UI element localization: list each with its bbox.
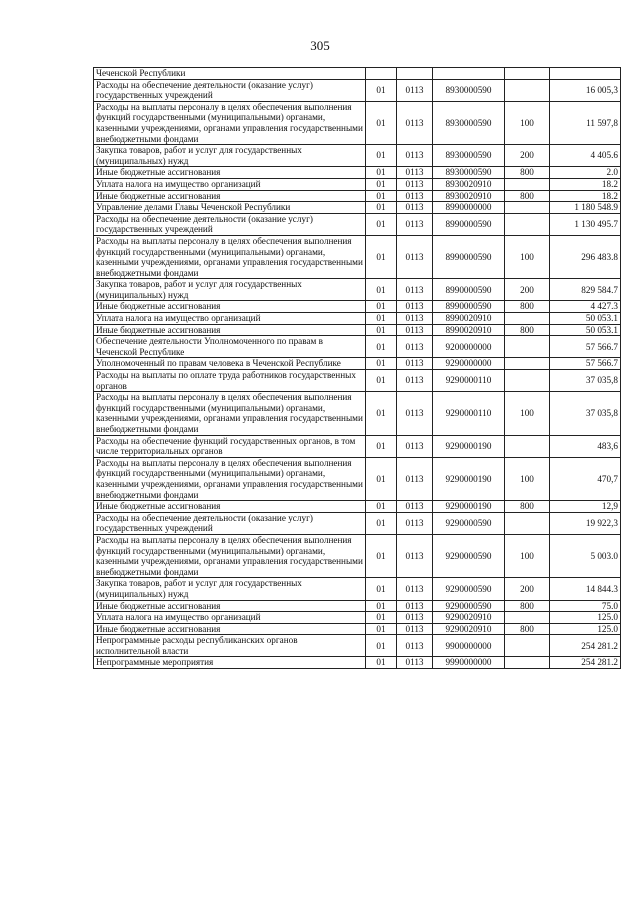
item-name-cell: Расходы на обеспечение функций государственных органов, в том числе территориальных органов [94,435,366,457]
item-name-cell: Чеченской Республики [94,68,366,80]
expense-type-cell [505,178,550,190]
expense-type-cell: 100 [505,101,550,144]
page-number: 305 [310,38,330,53]
section-code-cell: 01 [366,358,397,370]
expense-type-cell [505,68,550,80]
subsection-code-cell: 0113 [397,213,433,235]
amount-cell: 1 130 495.7 [550,213,621,235]
item-name-cell: Расходы на выплаты персоналу в целях обеспечения выполнения функций государственными (муниципальными) органами, казенными учреждениями, органами управления государственными внебюджетными фондами [94,392,366,435]
subsection-code-cell: 0113 [397,512,433,534]
expense-type-cell [505,79,550,101]
amount-cell: 14 844.3 [550,578,621,600]
section-code-cell: 01 [366,578,397,600]
target-article-cell: 8990000590 [433,301,505,313]
expense-type-cell [505,435,550,457]
table-row [94,457,621,500]
expense-type-cell [505,313,550,325]
table-row [94,313,621,325]
subsection-code-cell: 0113 [397,534,433,577]
item-name-cell: Обеспечение деятельности Уполномоченного по правам в Чеченской Республике [94,336,366,358]
subsection-code-cell: 0113 [397,235,433,278]
table-row [94,435,621,457]
expense-type-cell [505,657,550,669]
amount-cell: 37 035,8 [550,392,621,435]
section-code-cell: 01 [366,612,397,624]
target-article-cell: 8990000590 [433,235,505,278]
item-name-cell: Расходы на выплаты персоналу в целях обеспечения выполнения функций государственными (муниципальными) органами, казенными учреждениями, органами управления государственными внебюджетными фондами [94,101,366,144]
target-article-cell: 9290000190 [433,457,505,500]
item-name-cell: Иные бюджетные ассигнования [94,167,366,179]
target-article-cell: 9990000000 [433,657,505,669]
target-article-cell: 9290000110 [433,370,505,392]
item-name-cell: Расходы на выплаты по оплате труда работников государственных органов [94,370,366,392]
table-row [94,657,621,669]
table-row [94,279,621,301]
subsection-code-cell: 0113 [397,313,433,325]
table-row [94,370,621,392]
target-article-cell: 9290000000 [433,358,505,370]
expense-type-cell: 100 [505,235,550,278]
subsection-code-cell: 0113 [397,324,433,336]
amount-cell: 50 053.1 [550,313,621,325]
target-article-cell: 9290000190 [433,501,505,513]
item-name-cell: Расходы на выплаты персоналу в целях обеспечения выполнения функций государственными (муниципальными) органами, казенными учреждениями, органами управления государственными внебюджетными фондами [94,457,366,500]
subsection-code-cell: 0113 [397,623,433,635]
item-name-cell: Уплата налога на имущество организаций [94,612,366,624]
section-code-cell: 01 [366,178,397,190]
target-article-cell: 9290020910 [433,612,505,624]
expense-type-cell: 100 [505,392,550,435]
subsection-code-cell: 0113 [397,336,433,358]
amount-cell: 2.0 [550,167,621,179]
expense-type-cell: 200 [505,145,550,167]
section-code-cell: 01 [366,370,397,392]
subsection-code-cell: 0113 [397,167,433,179]
table-row [94,534,621,577]
subsection-code-cell: 0113 [397,501,433,513]
table-row [94,392,621,435]
expense-type-cell [505,635,550,657]
table-row [94,213,621,235]
budget-table-body [94,68,621,669]
target-article-cell: 8990020910 [433,324,505,336]
item-name-cell: Расходы на выплаты персоналу в целях обеспечения выполнения функций государственными (муниципальными) органами, казенными учреждениями, органами управления государственными внебюджетными фондами [94,235,366,278]
target-article-cell: 9290000590 [433,512,505,534]
expense-type-cell: 800 [505,324,550,336]
section-code-cell: 01 [366,635,397,657]
target-article-cell: 9200000000 [433,336,505,358]
expense-type-cell [505,336,550,358]
section-code-cell: 01 [366,512,397,534]
target-article-cell: 9900000000 [433,635,505,657]
item-name-cell: Иные бюджетные ассигнования [94,600,366,612]
table-row [94,578,621,600]
item-name-cell: Уполномоченный по правам человека в Чеченской Республике [94,358,366,370]
amount-cell [550,68,621,80]
amount-cell: 12,9 [550,501,621,513]
table-row [94,358,621,370]
target-article-cell: 8930000590 [433,167,505,179]
subsection-code-cell: 0113 [397,578,433,600]
section-code-cell: 01 [366,324,397,336]
subsection-code-cell [397,68,433,80]
amount-cell: 57 566.7 [550,358,621,370]
amount-cell: 483,6 [550,435,621,457]
target-article-cell: 8990020910 [433,313,505,325]
section-code-cell: 01 [366,501,397,513]
section-code-cell: 01 [366,190,397,202]
amount-cell: 125.0 [550,612,621,624]
amount-cell: 18.2 [550,190,621,202]
subsection-code-cell: 0113 [397,145,433,167]
target-article-cell: 9290000110 [433,392,505,435]
amount-cell: 254 281.2 [550,635,621,657]
item-name-cell: Иные бюджетные ассигнования [94,501,366,513]
section-code-cell: 01 [366,600,397,612]
expense-type-cell: 800 [505,623,550,635]
table-row [94,612,621,624]
amount-cell: 57 566.7 [550,336,621,358]
subsection-code-cell: 0113 [397,370,433,392]
expense-type-cell [505,370,550,392]
amount-cell: 470,7 [550,457,621,500]
section-code-cell: 01 [366,392,397,435]
table-row [94,167,621,179]
subsection-code-cell: 0113 [397,457,433,500]
item-name-cell: Непрограммные мероприятия [94,657,366,669]
subsection-code-cell: 0113 [397,301,433,313]
table-row [94,301,621,313]
table-row [94,68,621,80]
amount-cell: 1 180 548.9 [550,202,621,214]
target-article-cell: 9290000190 [433,435,505,457]
subsection-code-cell: 0113 [397,635,433,657]
item-name-cell: Закупка товаров, работ и услуг для государственных (муниципальных) нужд [94,145,366,167]
expense-type-cell: 100 [505,457,550,500]
subsection-code-cell: 0113 [397,202,433,214]
target-article-cell [433,68,505,80]
table-row [94,635,621,657]
subsection-code-cell: 0113 [397,279,433,301]
target-article-cell: 8930020910 [433,178,505,190]
item-name-cell: Уплата налога на имущество организаций [94,178,366,190]
section-code-cell: 01 [366,145,397,167]
section-code-cell: 01 [366,235,397,278]
amount-cell: 4 427.3 [550,301,621,313]
expense-type-cell: 800 [505,600,550,612]
table-row [94,101,621,144]
expense-type-cell [505,512,550,534]
amount-cell: 296 483.8 [550,235,621,278]
item-name-cell: Управление делами Главы Чеченской Республики [94,202,366,214]
table-row [94,202,621,214]
expense-type-cell: 200 [505,578,550,600]
section-code-cell: 01 [366,457,397,500]
target-article-cell: 9290000590 [433,578,505,600]
expense-type-cell: 800 [505,301,550,313]
item-name-cell: Иные бюджетные ассигнования [94,324,366,336]
budget-table [93,67,621,669]
section-code-cell: 01 [366,202,397,214]
target-article-cell: 8930000590 [433,101,505,144]
table-row [94,190,621,202]
item-name-cell: Расходы на обеспечение деятельности (оказание услуг) государственных учреждений [94,213,366,235]
target-article-cell: 9290000590 [433,534,505,577]
section-code-cell: 01 [366,623,397,635]
section-code-cell: 01 [366,657,397,669]
table-row [94,501,621,513]
expense-type-cell [505,213,550,235]
table-row [94,512,621,534]
amount-cell: 11 597,8 [550,101,621,144]
table-row [94,235,621,278]
amount-cell: 254 281.2 [550,657,621,669]
subsection-code-cell: 0113 [397,101,433,144]
target-article-cell: 8990000590 [433,279,505,301]
target-article-cell: 9290000590 [433,600,505,612]
subsection-code-cell: 0113 [397,178,433,190]
section-code-cell: 01 [366,167,397,179]
table-row [94,336,621,358]
expense-type-cell: 800 [505,501,550,513]
subsection-code-cell: 0113 [397,358,433,370]
item-name-cell: Уплата налога на имущество организаций [94,313,366,325]
amount-cell: 37 035,8 [550,370,621,392]
section-code-cell: 01 [366,301,397,313]
section-code-cell: 01 [366,213,397,235]
subsection-code-cell: 0113 [397,79,433,101]
section-code-cell: 01 [366,336,397,358]
item-name-cell: Закупка товаров, работ и услуг для государственных (муниципальных) нужд [94,279,366,301]
section-code-cell: 01 [366,79,397,101]
expense-type-cell [505,202,550,214]
table-row [94,600,621,612]
amount-cell: 5 003.0 [550,534,621,577]
item-name-cell: Иные бюджетные ассигнования [94,190,366,202]
item-name-cell: Закупка товаров, работ и услуг для государственных (муниципальных) нужд [94,578,366,600]
target-article-cell: 8930020910 [433,190,505,202]
subsection-code-cell: 0113 [397,600,433,612]
item-name-cell: Иные бюджетные ассигнования [94,301,366,313]
amount-cell: 75.0 [550,600,621,612]
item-name-cell: Расходы на обеспечение деятельности (оказание услуг) государственных учреждений [94,512,366,534]
subsection-code-cell: 0113 [397,612,433,624]
amount-cell: 125.0 [550,623,621,635]
amount-cell: 19 922,3 [550,512,621,534]
item-name-cell: Расходы на обеспечение деятельности (оказание услуг) государственных учреждений [94,79,366,101]
item-name-cell: Иные бюджетные ассигнования [94,623,366,635]
subsection-code-cell: 0113 [397,392,433,435]
table-row [94,623,621,635]
table-row [94,79,621,101]
subsection-code-cell: 0113 [397,657,433,669]
target-article-cell: 8990000590 [433,213,505,235]
table-row [94,145,621,167]
section-code-cell: 01 [366,534,397,577]
target-article-cell: 8930000590 [433,79,505,101]
amount-cell: 4 405.6 [550,145,621,167]
table-row [94,178,621,190]
expense-type-cell: 100 [505,534,550,577]
subsection-code-cell: 0113 [397,435,433,457]
section-code-cell [366,68,397,80]
item-name-cell: Расходы на выплаты персоналу в целях обеспечения выполнения функций государственными (муниципальными) органами, казенными учреждениями, органами управления государственными внебюджетными фондами [94,534,366,577]
expense-type-cell: 800 [505,190,550,202]
expense-type-cell: 200 [505,279,550,301]
expense-type-cell [505,612,550,624]
section-code-cell: 01 [366,279,397,301]
amount-cell: 16 005,3 [550,79,621,101]
subsection-code-cell: 0113 [397,190,433,202]
expense-type-cell: 800 [505,167,550,179]
amount-cell: 50 053.1 [550,324,621,336]
amount-cell: 18.2 [550,178,621,190]
expense-type-cell [505,358,550,370]
target-article-cell: 8990000000 [433,202,505,214]
section-code-cell: 01 [366,101,397,144]
target-article-cell: 9290020910 [433,623,505,635]
amount-cell: 829 584.7 [550,279,621,301]
table-row [94,324,621,336]
item-name-cell: Непрограммные расходы республиканских органов исполнительной власти [94,635,366,657]
section-code-cell: 01 [366,313,397,325]
section-code-cell: 01 [366,435,397,457]
target-article-cell: 8930000590 [433,145,505,167]
